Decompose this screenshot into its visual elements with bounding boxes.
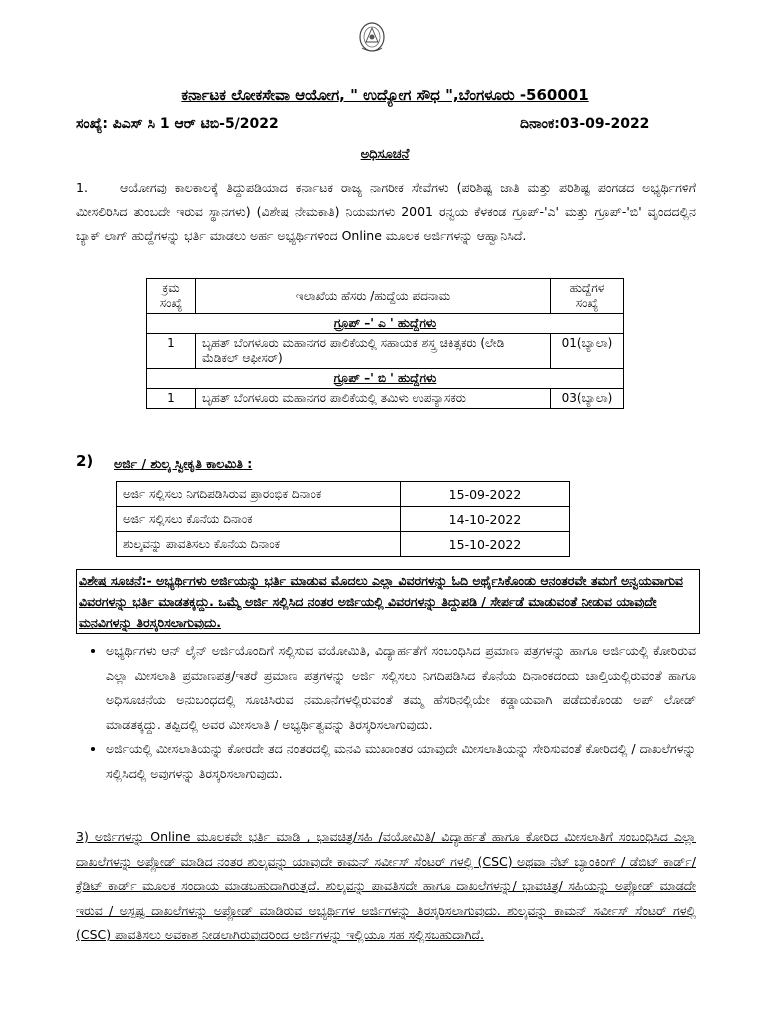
reference-number: ಸಂಖ್ಯೆ: ಪಿಎಸ್ ಸಿ 1 ಆರ್ ಟಿಬಿ-5/2022 (76, 116, 279, 132)
date-value: 15-09-2022 (401, 482, 570, 507)
notification-heading: ಅಧಿಸೂಚನೆ (360, 147, 410, 162)
date-value: 14-10-2022 (401, 507, 570, 532)
paragraph-1-number: 1. (76, 180, 88, 195)
header-serial: ಕ್ರಮ ಸಂಖ್ಯೆ (147, 279, 196, 314)
paragraph-1-text: ಆಯೋಗವು ಕಾಲಕಾಲಕ್ಕೆ ತಿದ್ದುಪಡಿಯಾದ ಕರ್ನಾಟಕ ರಾಜ್ಯ ನಾಗರೀಕ ಸೇವೆಗಳು (ಪರಿಶಿಷ್ಟ ಜಾತಿ ಮತ್ತು ಪರಿಶಿಷ್ಟ ಪಂಗಡದ ಅಭ್ಯರ್ಥಿಗಳಿಗೆ ಮೀಸಲಿರಿಸಿದ ತುಂಬದೇ ಇರುವ ಸ್ಥಾನಗಳು) (ವಿಶೇಷ ನೇಮಕಾತಿ) ನಿಯಮಗಳು 2001 ರನ್ವಯ ಕೆಳಕಂಡ ಗ್ರೂಪ್-'ಎ' ಮತ್ತು ಗ್ರೂಪ್-'ಬಿ' ವೃಂದದಲ್ಲಿನ ಬ್ಯಾಕ್ ಲಾಗ್ ಹುದ್ದೆಗಳನ್ನು ಭರ್ತಿ ಮಾಡಲು ಅರ್ಹ ಅಭ್ಯರ್ಥಿಗಳಿಂದ Online ಮೂಲಕ ಅರ್ಜಿಗಳನ್ನು ಆಹ್ವಾನಿಸಿದೆ. (76, 180, 696, 243)
table-row (117, 507, 570, 532)
date-value: 15-10-2022 (401, 532, 570, 557)
table-group-row (147, 314, 624, 334)
row-count: 03(ಬ್ಯಾಲಾ) (551, 389, 624, 409)
group-b-heading: ಗ್ರೂಪ್ –' ಬಿ ' ಹುದ್ದೆಗಳು (147, 369, 624, 389)
section-2-number: 2) (76, 452, 94, 470)
special-note-box: ವಿಶೇಷ ಸೂಚನೆ:- ಅಭ್ಯರ್ಥಿಗಳು ಅರ್ಜಿಯನ್ನು ಭರ್ತಿ ಮಾಡುವ ಮೊದಲು ಎಲ್ಲಾ ವಿವರಗಳನ್ನು ಓದಿ ಅರ್ಥೈಸಿಕೊಂಡು ಆನಂತರವೇ ತಮಗೆ ಅನ್ವಯವಾಗುವ ವಿವರಗಳನ್ನು ಭರ್ತಿ ಮಾಡತಕ್ಕದ್ದು. ಒಮ್ಮೆ ಅರ್ಜಿ ಸಲ್ಲಿಸಿದ ನಂತರ ಅರ್ಜಿಯಲ್ಲಿ ವಿವರಗಳನ್ನು ತಿದ್ದುಪಡಿ / ಸೇರ್ಪಡೆ ಮಾಡುವಂತೆ ನೀಡುವ ಯಾವುದೇ ಮನವಿಗಳನ್ನು ತಿರಸ್ಕರಿಸಲಾಗುವುದು. (76, 569, 700, 634)
group-a-heading: ಗ್ರೂಪ್ –' ಎ ' ಹುದ್ದೆಗಳು (147, 314, 624, 334)
header-count: ಹುದ್ದೆಗಳ ಸಂಖ್ಯೆ (551, 279, 624, 314)
date-label: ಶುಲ್ಕವನ್ನು ಪಾವತಿಸಲು ಕೊನೆಯ ದಿನಾಂಕ (117, 532, 401, 557)
row-post: ಬೃಹತ್ ಬೆಂಗಳೂರು ಮಹಾನಗರ ಪಾಲಿಕೆಯಲ್ಲಿ ತಮಿಳು ಉಪನ್ಯಾಸಕರು (196, 389, 551, 409)
header-department: ಇಲಾಖೆಯ ಹೆಸರು /ಹುದ್ದೆಯ ಪದನಾಮ (196, 279, 551, 314)
section-2-title: ಅರ್ಜಿ / ಶುಲ್ಕ ಸ್ವೀಕೃತಿ ಕಾಲಮಿತಿ : (114, 456, 253, 471)
paragraph-3: 3) ಅರ್ಜಿಗಳನ್ನು Online ಮೂಲಕವೇ ಭರ್ತಿ ಮಾಡಿ , ಭಾವಚಿತ್ರ/ಸಹಿ /ವಯೋಮಿತಿ/ ವಿದ್ಯಾರ್ಹತೆ ಹಾಗೂ ಕೋರಿದ ಮೀಸಲಾತಿಗೆ ಸಂಬಂಧಿಸಿದ ಎಲ್ಲಾ ದಾಖಲೆಗಳನ್ನು ಅಪ್ಲೋಡ್ ಮಾಡಿದ ನಂತರ ಶುಲ್ಕವನ್ನು ಯಾವುದೇ ಕಾಮನ್ ಸರ್ವೀಸ್ ಸೆಂಟರ್ ಗಳಲ್ಲಿ (CSC) ಅಥವಾ ನೆಟ್ ಬ್ಯಾಂಕಿಂಗ್ / ಡೆಬಿಟ್ ಕಾರ್ಡ್/ ಕ್ರೆಡಿಟ್ ಕಾರ್ಡ್ ಮೂಲಕ ಸಂದಾಯ ಮಾಡಬಹುದಾಗಿರುತ್ತದೆ. ಶುಲ್ಕವನ್ನು ಪಾವತಿಸದೇ ಹಾಗೂ ದಾಖಲೆಗಳನ್ನು/ ಭಾವಚಿತ್ರ/ ಸಹಿಯನ್ನು ಅಪ್ಲೋಡ್ ಮಾಡದೇ ಇರುವ / ಅಸ್ಪಷ್ಟ ದಾಖಲೆಗಳನ್ನು ಅಪ್ಲೋಡ್ ಮಾಡಿರುವ ಅಭ್ಯರ್ಥಿಗಳ ಅರ್ಜಿಗಳನ್ನು ತಿರಸ್ಕರಿಸಲಾಗುವುದು. ಶುಲ್ಕವನ್ನು ಕಾಮನ್ ಸರ್ವೀಸ್ ಸೆಂಟರ್ ಗಳಲ್ಲಿ (CSC) ಪಾವತಿಸಲು ಅವಕಾಶ ನೀಡಲಾಗಿರುವುದರಿಂದ ಅರ್ಜಿಗಳನ್ನು ಇಲ್ಲಿಯೂ ಸಹ ಸಲ್ಲಿಸಬಹುದಾಗಿದೆ. (76, 829, 696, 942)
table-row (117, 482, 570, 507)
paragraph-1 (76, 176, 696, 248)
page-title: ಕರ್ನಾಟಕ ಲೋಕಸೇವಾ ಆಯೋಗ, " ಉದ್ಯೋಗ ಸೌಧ ",ಬೆಂಗಳೂರು -560001 (181, 86, 589, 104)
row-serial: 1 (147, 389, 196, 409)
dates-table (116, 481, 570, 557)
table-row (147, 334, 624, 369)
table-group-row (147, 369, 624, 389)
list-item: • ಅಭ್ಯರ್ಥಿಗಳು ಆನ್ ಲೈನ್ ಅರ್ಜಿಯೊಂದಿಗೆ ಸಲ್ಲಿಸುವ ವಯೋಮಿತಿ, ವಿದ್ಯಾರ್ಹತೆಗೆ ಸಂಬಂಧಿಸಿದ ಪ್ರಮಾಣ ಪತ್ರಗಳನ್ನು ಹಾಗೂ ಅರ್ಜಿಯಲ್ಲಿ ಕೋರಿರುವ ಎಲ್ಲಾ ಮೀಸಲಾತಿ ಪ್ರಮಾಣಪತ್ರ/ಇತರೆ ಪ್ರಮಾಣ ಪತ್ರಗಳನ್ನು ಅರ್ಜಿ ಸಲ್ಲಿಸಲು ನಿಗದಿಪಡಿಸಿದ ಕೊನೆಯ ದಿನಾಂಕದಂದು ಚಾಲ್ತಿಯಲ್ಲಿರುವಂತೆ ಹಾಗೂ ಅಧಿಸೂಚನೆಯ ಅನುಬಂಧದಲ್ಲಿ ಸೂಚಿಸಿರುವ ನಮೂನೆಗಳಲ್ಲಿರುವಂತೆ ತಮ್ಮ ಹೆಸರಿನಲ್ಲಿಯೇ ಕಡ್ಡಾಯವಾಗಿ ಪಡೆದುಕೊಂಡು ಅಪ್ ಲೋಡ್ ಮಾಡತಕ್ಕದ್ದು. ತಪ್ಪಿದಲ್ಲಿ ಅವರ ಮೀಸಲಾತಿ / ಅಭ್ಯರ್ಥಿತ್ವವನ್ನು ತಿರಸ್ಕರಿಸಲಾಗುವುದು. (106, 639, 696, 737)
table-row (147, 389, 624, 409)
list-item: • ಅರ್ಜಿಯಲ್ಲಿ ಮೀಸಲಾತಿಯನ್ನು ಕೋರದೇ ತದ ನಂತರದಲ್ಲಿ ಮನವಿ ಮುಖಾಂತರ ಯಾವುದೇ ಮೀಸಲಾತಿಯನ್ನು ಸೇರಿಸುವಂತೆ ಕೋರಿದಲ್ಲಿ / ದಾಖಲೆಗಳನ್ನು ಸಲ್ಲಿಸಿದಲ್ಲಿ ಅವುಗಳನ್ನು ತಿರಸ್ಕರಿಸಲಾಗುವುದು. (106, 737, 696, 786)
date-label: ಅರ್ಜಿ ಸಲ್ಲಿಸಲು ನಿಗದಿಪಡಿಸಿರುವ ಪ್ರಾರಂಭಿಕ ದಿನಾಂಕ (117, 482, 401, 507)
posts-table (146, 278, 624, 409)
table-header-row (147, 279, 624, 314)
government-seal-icon (357, 20, 387, 56)
bullet-list (76, 639, 696, 786)
table-row (117, 532, 570, 557)
row-count: 01(ಬ್ಯಾಲಾ) (551, 334, 624, 369)
row-post: ಬೃಹತ್ ಬೆಂಗಳೂರು ಮಹಾನಗರ ಪಾಲಿಕೆಯಲ್ಲಿ ಸಹಾಯಕ ಶಸ್ತ್ರ ಚಿಕಿತ್ಸಕರು (ಲೇಡಿ ಮೆಡಿಕಲ್ ಆಫೀಸರ್) (196, 334, 551, 369)
row-serial: 1 (147, 334, 196, 369)
issue-date: ದಿನಾಂಕ:03-09-2022 (520, 116, 650, 132)
date-label: ಅರ್ಜಿ ಸಲ್ಲಿಸಲು ಕೊನೆಯ ದಿನಾಂಕ (117, 507, 401, 532)
